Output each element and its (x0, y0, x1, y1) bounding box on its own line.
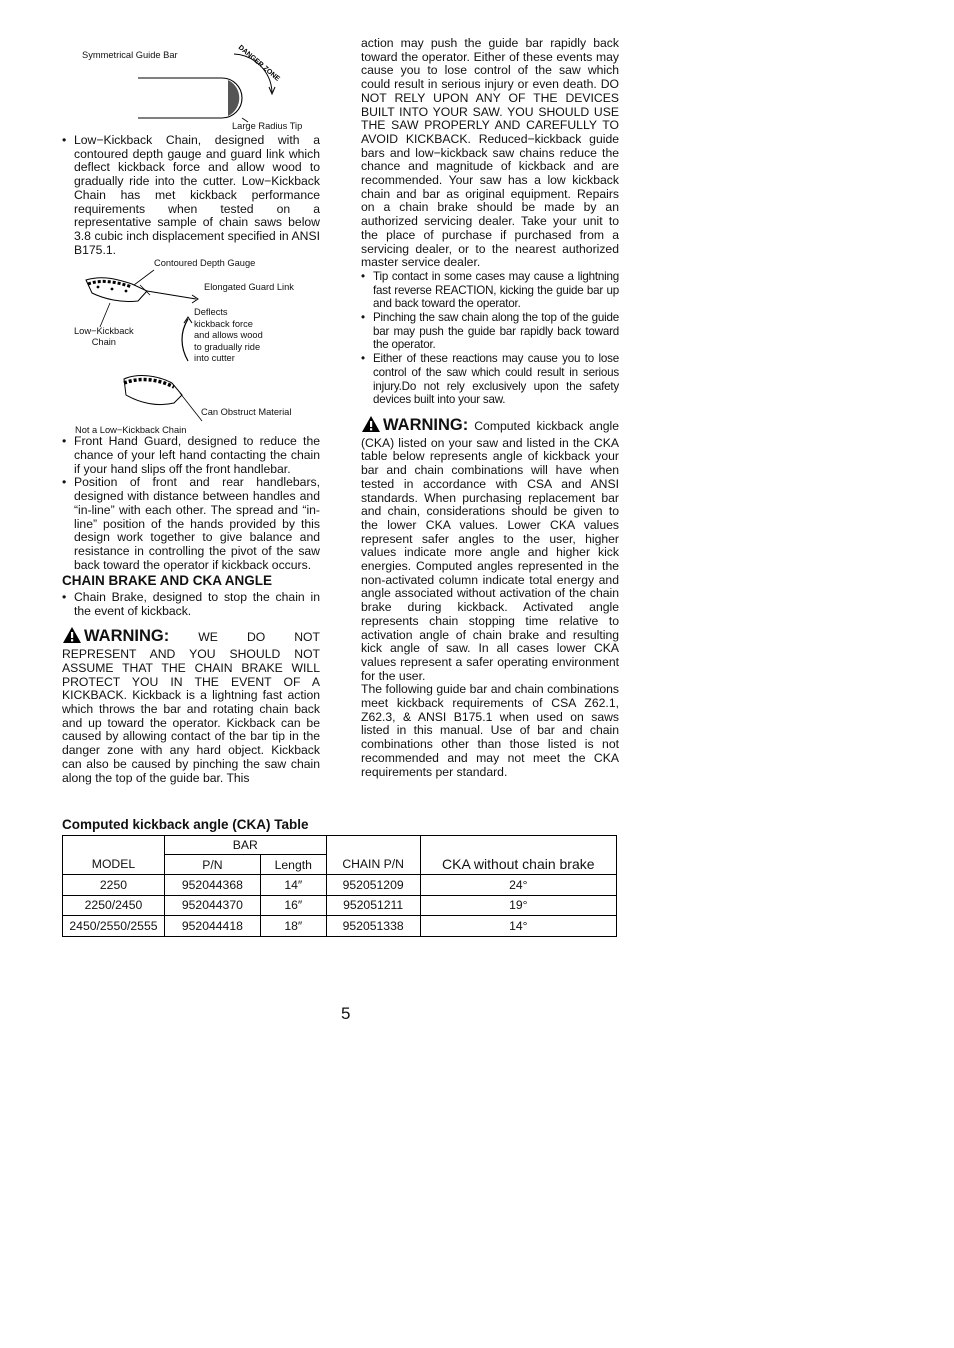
model-cell: 2250 (63, 875, 165, 896)
danger-zone-label: DANGER ZONE (236, 44, 281, 83)
not-low-kickback-label: Not a Low−Kickback Chain (75, 425, 187, 436)
length-cell: 18″ (260, 916, 326, 937)
large-radius-tip-label: Large Radius Tip (232, 121, 303, 131)
warning-triangle-icon (361, 415, 381, 437)
warning-triangle-icon (62, 626, 82, 648)
chain-brake-heading: CHAIN BRAKE AND CKA ANGLE (62, 573, 272, 589)
chain-pn-cell: 952051209 (326, 875, 420, 896)
handlebar-position-bullet: • Position of front and rear handlebars, designed with distance between handles and “in-line” with each other. The spread and “in-line” position of the hands provided by this design work together to give balance and resistance in controlling the pivot of the saw back toward the operator if kickback occurs. (62, 476, 320, 572)
length-cell: 14″ (260, 875, 326, 896)
following-combinations-text: The following guide bar and chain combinations meet kickback requirements of CSA Z62.1, Z62.3, & ANSI B175.1 when used on saws listed in this manual. Use of bar and chain combinations other than those listed is not recommended and may not meet the CKA requirements per standard. (361, 682, 619, 779)
table-row (63, 875, 617, 896)
chain-brake-bullet: • Chain Brake, designed to stop the chain in the event of kickback. (62, 591, 320, 618)
bar-pn-cell: 952044368 (164, 875, 260, 896)
model-cell: 2250/2450 (63, 895, 165, 916)
cka-cell: 24° (420, 875, 616, 896)
chain-pn-cell: 952051211 (326, 895, 420, 916)
reaction-bullet: • Either of these reactions may cause you to lose control of the saw which could result in serious injury.Do not rely exclusively upon the safety devices built into your saw. (361, 352, 619, 407)
symmetrical-guide-bar-label: Symmetrical Guide Bar (82, 50, 178, 60)
cka-cell: 19° (420, 895, 616, 916)
model-header: MODEL (63, 836, 165, 875)
reaction-list (361, 270, 619, 407)
length-header: Length (260, 855, 326, 875)
bar-pn-cell: 952044370 (164, 895, 260, 916)
hand-guard-list (62, 435, 320, 572)
reaction-bullet: • Pinching the saw chain along the top of the guide bar may push the guide bar rapidly back toward the operator. (361, 311, 619, 352)
warning-chain-brake: WARNING: WE DO NOT REPRESENT AND YOU SHOULD NOT ASSUME THAT THE CHAIN BRAKE WILL PROTECT YOU IN THE EVENT OF A KICKBACK. Kickback is a lightning fast action which throws the bar and rotating chain back and up toward the operator. Kickback can be caused by allowing contact of the bar tip in the danger zone with any hard object. Kickback can also be caused by pinching the saw chain along the top of the guide bar. This (62, 627, 320, 785)
guide-bar-figure (62, 40, 320, 134)
chain-pn-cell: 952051338 (326, 916, 420, 937)
can-obstruct-material-label: Can Obstruct Material (201, 407, 292, 418)
reaction-bullet: • Tip contact in some cases may cause a lightning fast reverse REACTION, kicking the guide bar up and back toward the operator. (361, 270, 619, 311)
bar-pn-cell: 952044418 (164, 916, 260, 937)
elongated-guard-link-label: Elongated Guard Link (204, 282, 294, 293)
contoured-depth-gauge-label: Contoured Depth Gauge (154, 258, 256, 269)
table-row (63, 895, 617, 916)
bar-header: BAR (164, 836, 326, 855)
chain-brake-list (62, 591, 320, 618)
chain-figure (62, 257, 320, 435)
chain-pn-header: CHAIN P/N (326, 836, 420, 875)
deflects-label: Deflects kickback force and allows wood to gradually ride into cutter (194, 307, 263, 363)
safety-feature-list (62, 134, 320, 257)
left-column (62, 40, 320, 785)
cka-cell: 14° (420, 916, 616, 937)
right-column (361, 37, 619, 779)
cka-table (62, 835, 617, 937)
guide-bar-illustration (62, 40, 320, 134)
bar-pn-header: P/N (164, 855, 260, 875)
low-kickback-chain-label: Low−Kickback Chain (74, 326, 134, 348)
length-cell: 16″ (260, 895, 326, 916)
front-hand-guard-bullet: • Front Hand Guard, designed to reduce the chance of your left hand contacting the chain if your hand slips off the front handlebar. (62, 435, 320, 476)
model-cell: 2450/2550/2555 (63, 916, 165, 937)
warning-cka: WARNING: Computed kickback angle (CKA) listed on your saw and listed in the CKA table below represents angle of kickback your bar and chain combinations will have when tested in accordance with CSA and ANSI standards. When purchasing replacement bar and chain, considerations should be given to the lower CKA values. Lower CKA values represent safer angles to the user, higher values indicate more angle and higher kick energies. Computed angles represented in the non-activated column indicate total energy and angle associated without activation of the chain brake during kickback. Activated angle represents chain stopping time relative to activation angle of chain brake and resulting kick angle of saw. In all cases lower CKA values represent a safer operating environment for the user. (361, 415, 619, 683)
kickback-continuation-text: action may push the guide bar rapidly back toward the operator. Either of these events may cause you to lose control of the saw which could result in serious injury or even death. DO NOT RELY UPON ANY OF THE DEVICES BUILT INTO YOUR SAW. YOU SHOULD USE THE SAW PROPERLY AND CAREFULLY TO AVOID KICKBACK. Reduced−kickback guide bars and low−kickback saw chains reduce the chance and magnitude of kickback and are recommended. Your saw has a low kickback chain and bar as original equipment. Repairs on a chain brake should be made by an authorized servicing dealer. Take your unit to the place of purchase if purchased from a servicing dealer, or to the nearest authorized master service dealer. (361, 36, 619, 270)
page-number: 5 (341, 1004, 351, 1023)
cka-header: CKA without chain brake (420, 836, 616, 875)
low-kickback-chain-bullet: • Low−Kickback Chain, designed with a contoured depth gauge and guard link which deflect kickback force and allow wood to gradually ride into the cutter. Low−Kickback Chain has met kickback performance requirements when tested on a representative sample of chain saws below 3.8 cubic inch displacement specified in ANSI B175.1. (62, 134, 320, 257)
table-row (63, 916, 617, 937)
cka-table-title: Computed kickback angle (CKA) Table (62, 817, 309, 832)
